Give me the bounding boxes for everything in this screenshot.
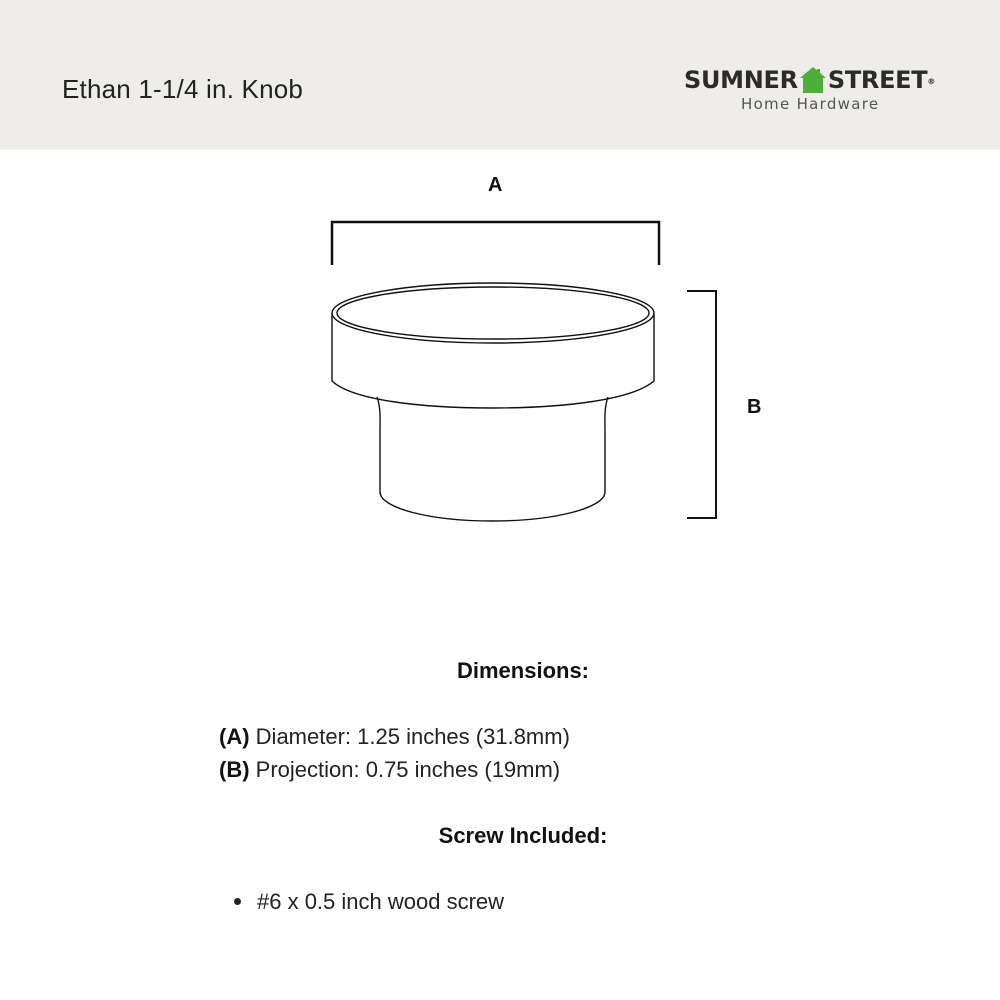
logo-registered-mark: ®	[927, 77, 936, 86]
dimension-a-bracket	[332, 222, 659, 265]
dimension-b-key: (B)	[219, 757, 250, 782]
dimension-a-text: Diameter: 1.25 inches (31.8mm)	[255, 724, 570, 749]
screw-list-item	[234, 889, 504, 915]
dimension-b-label: B	[747, 396, 762, 418]
brand-logo	[684, 62, 950, 116]
screw-heading: Screw Included:	[438, 823, 608, 848]
knob-diagram	[0, 150, 1000, 580]
dimensions-heading: Dimensions:	[456, 658, 590, 683]
logo-tagline: Home Hardware	[741, 95, 880, 113]
dimension-a-label: A	[488, 174, 503, 196]
product-title: Ethan 1-1/4 in. Knob	[62, 74, 304, 104]
logo-wordmark	[684, 66, 935, 94]
screw-text: #6 x 0.5 inch wood screw	[257, 889, 505, 914]
dimension-b-text: Projection: 0.75 inches (19mm)	[255, 757, 561, 782]
house-icon	[799, 66, 827, 94]
dimension-b-bracket	[687, 291, 716, 518]
dimension-b-row	[219, 757, 560, 783]
header-banner	[0, 0, 1000, 150]
knob-drawing	[332, 283, 654, 521]
logo-word-left: SUMNER	[684, 66, 798, 94]
dimension-a-key: (A)	[219, 724, 250, 749]
dimension-a-row	[219, 724, 570, 750]
logo-word-right: STREET	[827, 66, 928, 94]
bullet-icon	[234, 898, 241, 905]
